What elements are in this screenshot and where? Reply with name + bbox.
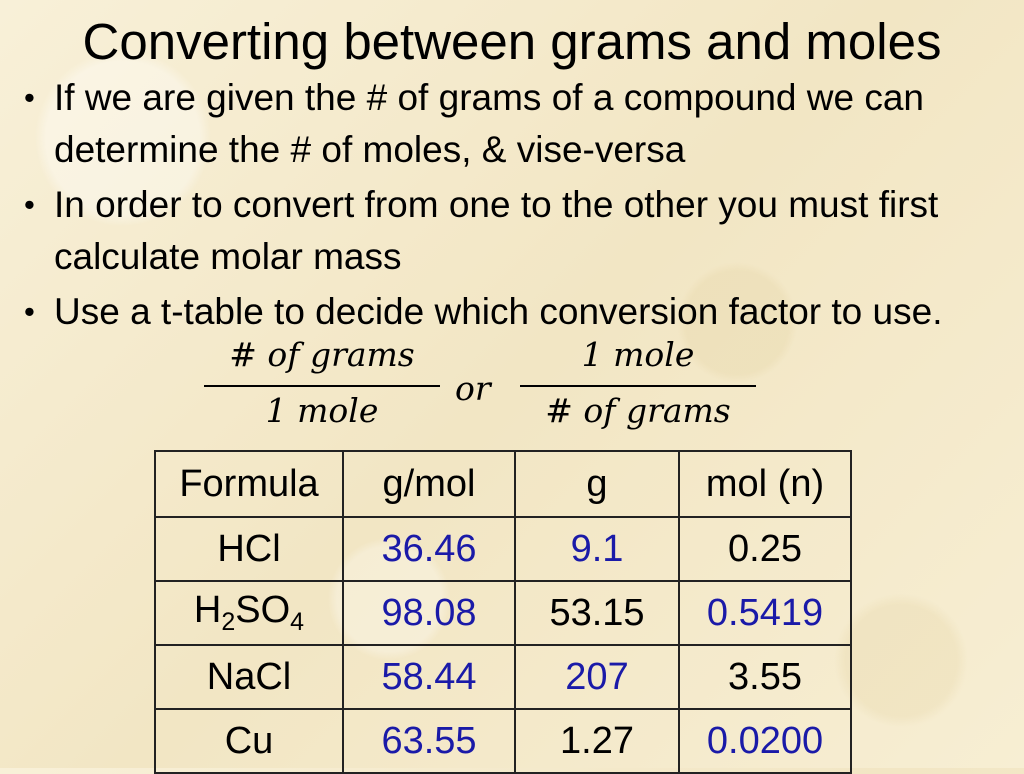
- grams-cell: 1.27: [515, 709, 679, 773]
- conversion-table: [154, 450, 852, 774]
- moles-per-gram-fraction: [520, 335, 756, 431]
- formula-part: SO: [235, 589, 291, 631]
- grams-cell: 53.15: [515, 581, 679, 645]
- gmol-cell: 98.08: [343, 581, 515, 645]
- gmol-cell: 63.55: [343, 709, 515, 773]
- header-mol: mol (n): [679, 451, 851, 517]
- fraction-numerator: 1 mole: [581, 335, 695, 374]
- conversion-factors: [200, 335, 770, 445]
- grams-cell: 9.1: [515, 517, 679, 581]
- header-g: g: [515, 451, 679, 517]
- fraction-bar: [520, 385, 756, 387]
- fraction-numerator: # of grams: [229, 335, 415, 374]
- formula-cell: Cu: [155, 709, 343, 773]
- table-row: [155, 645, 851, 709]
- bullet-list: [20, 72, 1020, 341]
- formula-cell: [155, 581, 343, 645]
- gmol-cell: 58.44: [343, 645, 515, 709]
- moles-cell: 0.5419: [679, 581, 851, 645]
- moles-cell: 0.25: [679, 517, 851, 581]
- table-row: [155, 581, 851, 645]
- grams-per-mole-fraction: [204, 335, 440, 431]
- formula-subscript: 2: [221, 608, 236, 636]
- bullet-item: • If we are given the # of grams of a compound we can determine the # of moles, & vise-versa: [20, 72, 1020, 176]
- moles-cell: 3.55: [679, 645, 851, 709]
- fraction-denominator: # of grams: [545, 391, 731, 430]
- formula-cell: HCl: [155, 517, 343, 581]
- formula-subscript: 4: [290, 608, 305, 636]
- fraction-bar: [204, 385, 440, 387]
- gmol-cell: 36.46: [343, 517, 515, 581]
- bullet-item: • In order to convert from one to the other you must first calculate molar mass: [20, 179, 1020, 283]
- header-gmol: g/mol: [343, 451, 515, 517]
- table-row: [155, 709, 851, 773]
- fraction-denominator: 1 mole: [265, 391, 379, 430]
- slide-title: Converting between grams and moles: [82, 13, 942, 70]
- table-row: [155, 517, 851, 581]
- formula-cell: NaCl: [155, 645, 343, 709]
- grams-cell: 207: [515, 645, 679, 709]
- bullet-item: • Use a t-table to decide which conversion factor to use.: [20, 286, 1020, 338]
- header-formula: Formula: [155, 451, 343, 517]
- formula-part: H: [193, 589, 222, 631]
- table-header-row: [155, 451, 851, 517]
- moles-cell: 0.0200: [679, 709, 851, 773]
- or-connector: or: [455, 369, 491, 408]
